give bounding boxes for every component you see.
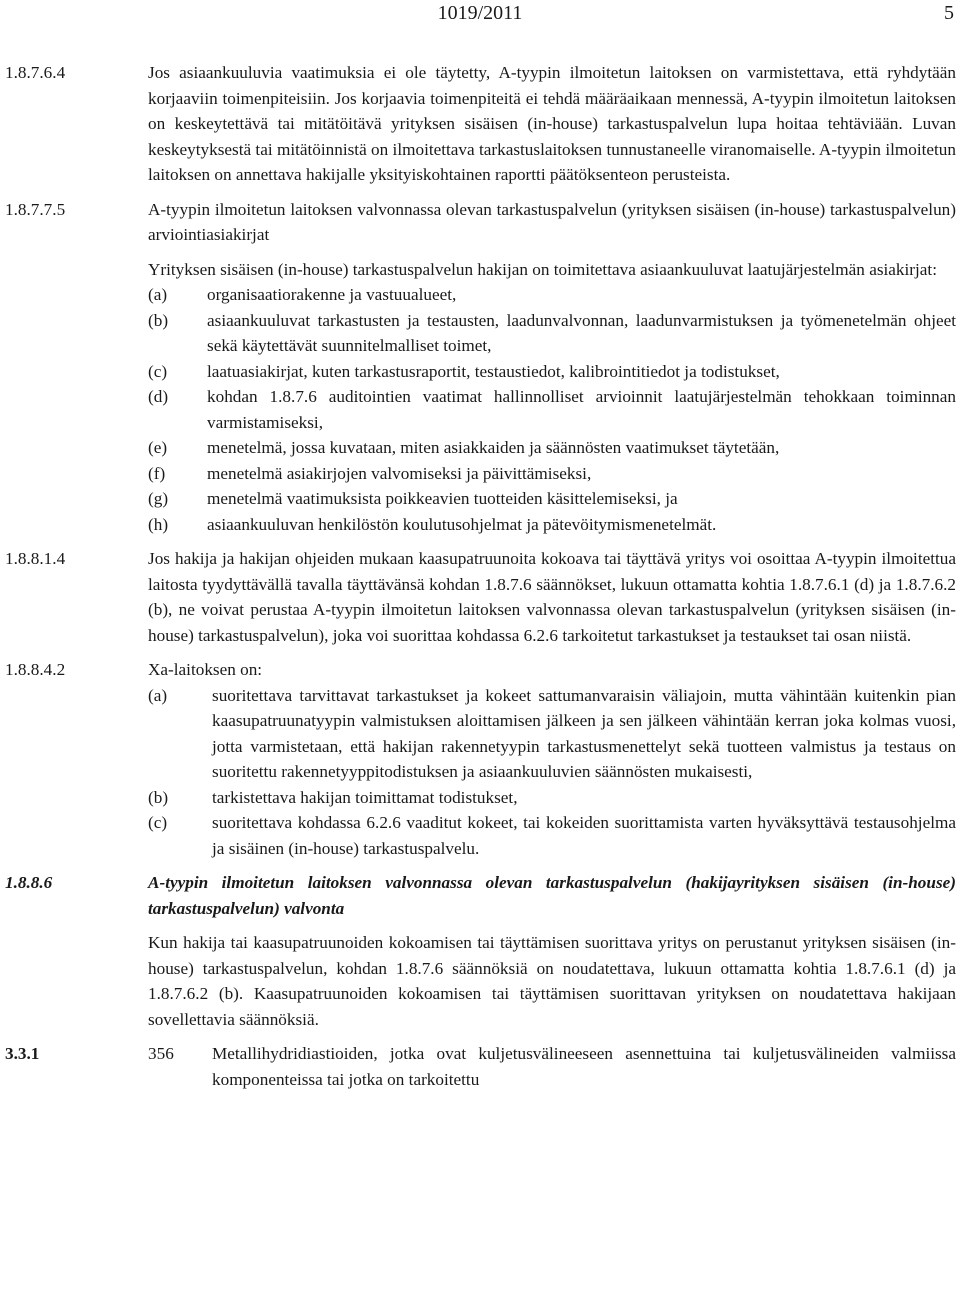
item-text: menetelmä asiakirjojen valvomiseksi ja päivittämiseksi, bbox=[207, 463, 592, 483]
provision-list bbox=[148, 1041, 956, 1092]
item-label: (c) bbox=[148, 813, 168, 832]
list-item bbox=[148, 435, 956, 461]
section-1-8-7-7-5 bbox=[5, 197, 956, 538]
item-text: tarkistettava hakijan toimittamat todistukset, bbox=[212, 787, 518, 807]
paragraph: Yrityksen sisäisen (in-house) tarkastuspalvelun hakijan on toimitettava asiaankuuluvat laatujärjestelmän asiakirjat: bbox=[148, 259, 937, 279]
item-text: organisaatiorakenne ja vastuualueet, bbox=[207, 285, 457, 304]
item-label: (c) bbox=[148, 361, 168, 381]
section-body bbox=[148, 546, 956, 648]
list-item bbox=[148, 785, 956, 811]
item-text: suoritettava tarvittavat tarkastukset ja kokeet sattumanvaraisin väliajoin, mutta vähintään kuitenkin pian kaasupatruunatyypin valmistuksen aloittamisen jälkeen ja sen jälkeen vähintään kerran joka kolmas vuosi, jotta varmistetaan, että hakijan rakennetyypin tarkastusmenettelyt sekä tuotteen valmistus ja testaus on suoritettu rakennetyyppitodistuksen ja asiaankuuluvien säännösten mukaisesti, bbox=[212, 685, 956, 781]
item-label: (e) bbox=[148, 438, 168, 457]
section-number: 1.8.7.6.4 bbox=[5, 63, 66, 82]
page-header bbox=[0, 1, 960, 25]
item-text: kohdan 1.8.7.6 auditointien vaatimat hallinnolliset arvioinnit laatujärjestelmän tehokkaan toiminnan varmistamiseksi, bbox=[207, 387, 956, 432]
section-body bbox=[148, 657, 956, 861]
section-1-8-8-4-2 bbox=[5, 657, 956, 861]
section-body bbox=[148, 870, 956, 1032]
section-number: 3.3.1 bbox=[5, 1044, 40, 1063]
list-item bbox=[148, 384, 956, 435]
list-item bbox=[148, 359, 956, 385]
item-label: (d) bbox=[148, 387, 169, 406]
item-text: laatuasiakirjat, kuten tarkastusraportit, testaustiedot, kalibrointitiedot ja todistukset, bbox=[207, 361, 780, 381]
section-number: 1.8.7.7.5 bbox=[5, 199, 66, 219]
section-body bbox=[148, 197, 956, 538]
issue-number: 1019/2011 bbox=[437, 2, 523, 24]
item-text: asiaankuuluvat tarkastusten ja testausten, laadunvalvonnan, laadunvarmistuksen ja työmenetelmän ohjeet sekä käytettävät suunnitelmalliset toimet, bbox=[207, 310, 956, 355]
item-label: (b) bbox=[148, 310, 169, 330]
section-1-8-7-6-4 bbox=[5, 60, 956, 188]
section-title: A-tyypin ilmoitetun laitoksen valvonnassa olevan tarkastuspalvelun (hakijayrityksen sisäisen (in-house) tarkastuspalvelun) valvonta bbox=[148, 873, 956, 918]
item-label: (f) bbox=[148, 463, 166, 483]
item-label: (a) bbox=[148, 285, 168, 304]
item-label: (h) bbox=[148, 514, 169, 534]
section-number: 1.8.8.4.2 bbox=[5, 660, 66, 679]
section-body bbox=[148, 1041, 956, 1092]
list-item bbox=[148, 308, 956, 359]
list-item bbox=[148, 683, 956, 785]
paragraph: Jos asiaankuuluvia vaatimuksia ei ole täytetty, A-tyypin ilmoitetun laitoksen on varmistettava, että ryhdytään korjaaviin toimenpiteisiin. Jos korjaavia toimenpiteitä ei tehdä määräaikaan mennessä, A-tyypin ilmoitetun laitoksen on keskeytettävä tai mitätöitävä yrityksen sisäisen (in-house) tarkastuspalvelun lupa hoitaa tehtäviään. Luvan keskeytyksestä tai mitätöinnistä on ilmoitettava tarkastuslaitoksen tunnustaneelle viranomaiselle. A-tyypin ilmoitetun laitoksen on annettava hakijalle yksityiskohtainen raportti päätöksenteon perusteista. bbox=[148, 63, 956, 184]
section-number: 1.8.8.1.4 bbox=[5, 549, 66, 568]
list-item bbox=[148, 461, 956, 487]
list-item bbox=[148, 1041, 956, 1092]
provision-number: 356 bbox=[148, 1044, 174, 1063]
item-label: (b) bbox=[148, 787, 169, 807]
item-text: asiaankuuluvan henkilöstön koulutusohjelmat ja pätevöitymismenetelmät. bbox=[207, 514, 717, 534]
section-title: A-tyypin ilmoitetun laitoksen valvonnassa olevan tarkastuspalvelun (yrityksen sisäisen (in-house) tarkastuspalvelun) arviointiasiakirjat bbox=[148, 199, 956, 244]
item-text: suoritettava kohdassa 6.2.6 vaaditut kokeet, tai kokeiden suorittamista varten hyväksyttävä testausohjelma ja sisäinen (in-house) tarkastuspalvelu. bbox=[212, 813, 956, 858]
document-body bbox=[5, 60, 956, 1092]
list-item bbox=[148, 486, 956, 512]
list-item bbox=[148, 512, 956, 538]
paragraph: Jos hakija ja hakijan ohjeiden mukaan kaasupatruunoita kokoava tai täyttävä yritys voi osoittaa A-tyypin ilmoitettua laitosta tyydyttävällä tavalla täyttävänsä kohdan 1.8.7.6 säännökset, lukuun ottamatta kohtia 1.8.7.6.1 (d) ja 1.8.7.6.2 (b), ne voivat perustaa A-tyypin ilmoitetun laitoksen valvonnassa olevan tarkastuspalvelun (yrityksen sisäisen (in-house) tarkastuspalvelun), joka voi suorittaa kohdassa 6.2.6 tarkoitetut tarkastukset ja testaukset tai osan niistä. bbox=[148, 549, 956, 645]
item-text: menetelmä vaatimuksista poikkeavien tuotteiden käsittelemiseksi, ja bbox=[207, 489, 678, 508]
list-item bbox=[148, 810, 956, 861]
section-3-3-1 bbox=[5, 1041, 956, 1092]
section-number: 1.8.8.6 bbox=[5, 873, 53, 892]
section-1-8-8-6 bbox=[5, 870, 956, 1032]
document-list bbox=[148, 282, 956, 537]
section-1-8-8-1-4 bbox=[5, 546, 956, 648]
item-text: Metallihydridiastioiden, jotka ovat kuljetusvälineeseen asennettuina tai kuljetusvälineiden valmiissa komponenteissa tai jotka on tarkoitettu bbox=[212, 1044, 956, 1089]
item-label: (g) bbox=[148, 489, 169, 508]
obligation-list bbox=[148, 683, 956, 862]
paragraph: Xa-laitoksen on: bbox=[148, 660, 263, 679]
page-number: 5 bbox=[944, 2, 954, 24]
item-text: menetelmä, jossa kuvataan, miten asiakkaiden ja säännösten vaatimukset täytetään, bbox=[207, 438, 780, 457]
paragraph: Kun hakija tai kaasupatruunoiden kokoamisen tai täyttämisen suorittava yritys on perustanut yrityksen sisäisen (in-house) tarkastuspalvelun, kohdan 1.8.7.6 säännöksiä on noudatettava, lukuun ottamatta kohtia 1.8.7.6.1 (d) ja 1.8.7.6.2 (b). Kaasupatruunoiden kokoamisen tai täyttämisen suorittavan yrityksen on noudatettava hakijaan sovellettavia säännöksiä. bbox=[148, 933, 956, 1029]
section-body bbox=[148, 60, 956, 188]
item-label: (a) bbox=[148, 685, 168, 705]
list-item bbox=[148, 282, 956, 308]
